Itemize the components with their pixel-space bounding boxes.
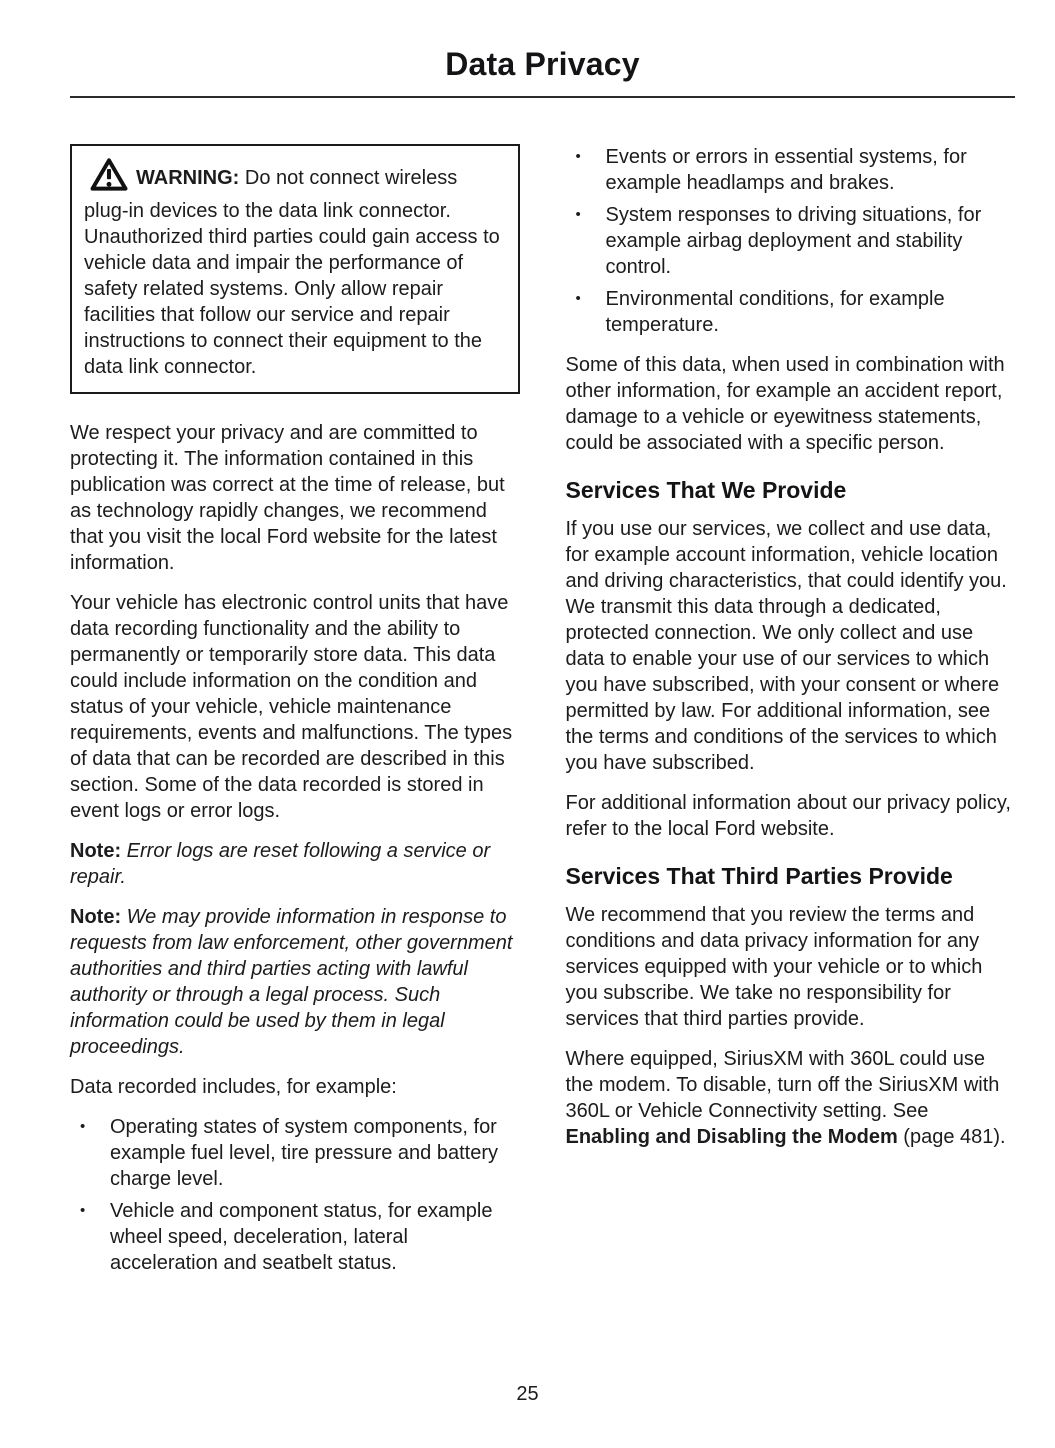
- cross-reference: Enabling and Disabling the Modem: [565, 1126, 898, 1148]
- paragraph: If you use our services, we collect and use data, for example account information, vehicle location and driving characteristics, that could identify you. We transmit this data through a dedicated, protected connection. We only collect and use data to enable your use of our services to which you have subscribed, with your consent or where permitted by law. For additional information, see the terms and conditions of the services to which you have subscribed.: [565, 518, 1007, 774]
- list-item: [566, 286, 1016, 338]
- section-heading-services-third-parties: Services That Third Parties Provide: [565, 863, 953, 889]
- warning-triangle-icon: [90, 158, 128, 198]
- note-text: We may provide information in response to requests from law enforcement, other government authorities and third parties acting with lawful authority or through a legal process. Such information could be used by them in legal proceedings.: [70, 906, 513, 1058]
- warning-paragraph: [84, 158, 506, 380]
- list-item-text: Vehicle and component status, for example wheel speed, deceleration, lateral acceleration and seatbelt status.: [110, 1200, 493, 1274]
- paragraph: We respect your privacy and are committed to protecting it. The information contained in this publication was correct at the time of release, but as technology rapidly changes, we recommend that you visit the local Ford website for the latest information.: [70, 422, 505, 574]
- warning-box: [70, 144, 520, 394]
- page-title: Data Privacy: [445, 46, 640, 82]
- paragraph: For additional information about our privacy policy, refer to the local Ford website.: [565, 792, 1011, 840]
- paragraph: Some of this data, when used in combination with other information, for example an accident report, damage to a vehicle or eyewitness statements, could be associated with a specific person.: [565, 354, 1005, 454]
- warning-text: Do not connect wireless plug-in devices to the data link connector. Unauthorized third parties could gain access to vehicle data and impair the performance of safety related systems. Only allow repair facilities that follow our service and repair instructions to connect their equipment to the data link connector.: [84, 167, 500, 378]
- left-column: [70, 144, 520, 1290]
- page-number: 25: [516, 1383, 539, 1405]
- note-label: Note:: [70, 840, 122, 862]
- list-item-text: Events or errors in essential systems, for example headlamps and brakes.: [605, 146, 967, 194]
- note-label: Note:: [70, 906, 122, 928]
- paragraph-text: Where equipped, SiriusXM with 360L could use the modem. To disable, turn off the SiriusXM with 360L or Vehicle Connectivity setting. See: [565, 1048, 1000, 1122]
- paragraph-with-cross-reference: [566, 1046, 1016, 1150]
- warning-label: WARNING:: [136, 167, 240, 189]
- list-item: [566, 144, 1016, 196]
- note-paragraph: [70, 838, 520, 890]
- list-item: [566, 202, 1016, 280]
- bullet-list: [566, 144, 1016, 338]
- paragraph-text: (page 481).: [897, 1126, 1006, 1148]
- list-item-text: Environmental conditions, for example temperature.: [605, 288, 945, 336]
- note-text: Error logs are reset following a service or repair.: [70, 840, 491, 888]
- paragraph: We recommend that you review the terms and conditions and data privacy information for any services equipped with your vehicle or to which you subscribe. We take no responsibility for services that third parties provide.: [565, 904, 983, 1030]
- list-item-text: Operating states of system components, for example fuel level, tire pressure and battery charge level.: [110, 1116, 498, 1190]
- paragraph: Data recorded includes, for example:: [70, 1076, 397, 1098]
- right-column: [566, 144, 1016, 1290]
- title-divider: [70, 96, 1015, 98]
- list-item-text: System responses to driving situations, for example airbag deployment and stability control.: [605, 204, 982, 278]
- two-column-layout: [70, 144, 1015, 1290]
- section-heading-services-we-provide: Services That We Provide: [565, 477, 847, 503]
- bullet-list: [70, 1114, 520, 1276]
- paragraph: Your vehicle has electronic control units that have data recording functionality and the ability to permanently or temporarily store data. This data could include information on the condition and status of your vehicle, vehicle maintenance requirements, events and malfunctions. The types of data that can be recorded are described in this section. Some of the data recorded is stored in event logs or error logs.: [70, 592, 513, 822]
- list-item: [70, 1198, 520, 1276]
- note-paragraph: [70, 904, 520, 1060]
- list-item: [70, 1114, 520, 1192]
